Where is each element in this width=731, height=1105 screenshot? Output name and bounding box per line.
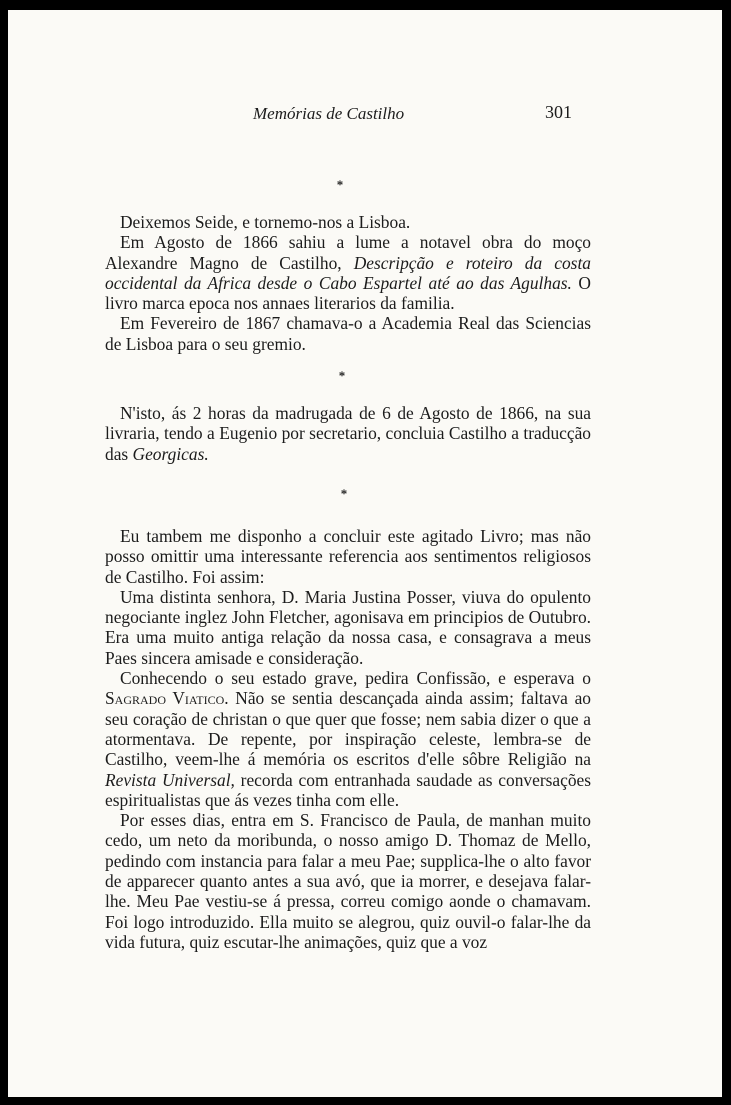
page-header <box>8 104 722 128</box>
section-separator-3: * <box>340 486 348 501</box>
book-title: Georgicas. <box>132 443 209 464</box>
paragraph: Eu tambem me disponho a concluir este agitado Livro; mas não posso omittir uma interessante referencia aos sentimentos religiosos de Castilho. Foi assim: <box>105 526 591 587</box>
section-1 <box>105 212 591 354</box>
running-title: Memórias de Castilho <box>253 104 405 123</box>
paragraph: N'isto, ás 2 horas da madrugada de 6 de Agosto de 1866, na sua livraria, tendo a Eugenio por secretario, concluia Castilho a traducção das Georgicas. <box>105 403 591 464</box>
paragraph: Em Agosto de 1866 sahiu a lume a notavel obra do moço Alexandre Magno de Castilho, Descripção e roteiro da costa occidental da Africa desde o Cabo Espartel até ao das Agulhas. O livro marca epoca nos annaes literarios da familia. <box>105 232 591 314</box>
paragraph: Por esses dias, entra em S. Francisco de Paula, de manhan muito cedo, um neto da moribunda, o nosso amigo D. Thomaz de Mello, pedindo com instancia para falar a meu Pae; supplica-lhe o alto favor de apparecer quanto antes a sua avó, que ia morrer, e desejava falar-lhe. Meu Pae vestiu-se á pressa, correu comigo aonde o chamavam. Foi logo introduzido. Ella muito se alegrou, quiz ouvil-o falar-lhe da vida futura, quiz escutar-lhe animações, quiz que a voz <box>105 810 591 952</box>
paragraph: Deixemos Seide, e tornemo-nos a Lisboa. <box>120 212 411 232</box>
book-page <box>8 10 722 1097</box>
section-3 <box>105 526 591 952</box>
page-number: 301 <box>545 102 572 122</box>
smallcaps-phrase: Sagrado Viatico <box>105 688 225 709</box>
section-separator-1: * <box>336 177 344 192</box>
section-separator-2: * <box>338 368 346 383</box>
journal-title: Revista Universal, <box>105 769 235 790</box>
paragraph: Em Fevereiro de 1867 chamava-o a Academia Real das Sciencias de Lisboa para o seu gremio. <box>105 313 591 354</box>
book-title: Descripção e roteiro da costa occidental da Africa desde o Cabo Espartel até ao das Agulhas. <box>105 252 591 293</box>
paragraph: Conhecendo o seu estado grave, pedira Confissão, e esperava o Sagrado Viatico. Não se sentia descançada ainda assim; faltava ao seu coração de christan o que quer que fosse; nem sabia dizer o que a atormentava. De repente, por inspiração celeste, lembra-se de Castilho, veem-lhe á memória os escritos d'elle sôbre Religião na Revista Universal, recorda com entranhada saudade as conversações espiritualistas que ás vezes tinha com elle. <box>105 668 592 810</box>
paragraph: Uma distinta senhora, D. Maria Justina Posser, viuva do opulento negociante inglez John Fletcher, agonisava em principios de Outubro. Era uma muito antiga relação da nossa casa, e consagrava a meus Paes sincera amisade e consideração. <box>105 586 591 668</box>
section-2 <box>105 403 591 464</box>
